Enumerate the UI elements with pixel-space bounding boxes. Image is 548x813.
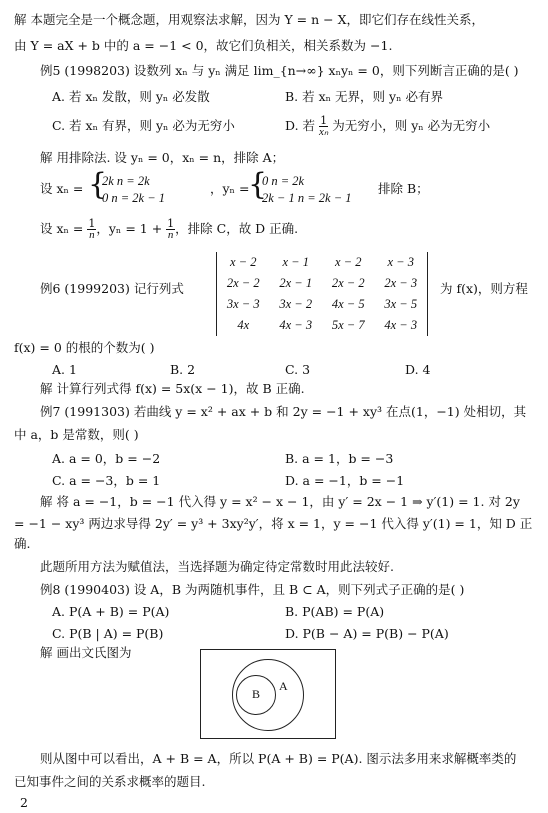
text-line: 为 f(x)，则方程 bbox=[440, 281, 528, 296]
option-b: B. P(AB) = P(A) bbox=[285, 604, 385, 619]
page-number: 2 bbox=[20, 795, 28, 810]
text-line: 此题所用方法为赋值法，当选择题为确定待定常数时用此法较好. bbox=[40, 559, 394, 574]
det-cell: 4x − 3 bbox=[279, 318, 313, 332]
det-cell: 3x − 5 bbox=[384, 297, 418, 311]
text-line: 确. bbox=[14, 536, 31, 551]
option-d: D. P(B − A) = P(B) − P(A) bbox=[285, 626, 449, 641]
set-a-label: A bbox=[279, 679, 288, 693]
text-line: 则从图中可以看出，A + B = A，所以 P(A + B) = P(A). 图示法多用来求解概率类的 bbox=[40, 751, 517, 766]
det-cell: 3x − 3 bbox=[226, 297, 260, 311]
det-cell: 4x − 3 bbox=[384, 318, 418, 332]
text-line: = −1 − xy³ 两边求导得 2y′ = y³ + 3xy²y′，将 x = 1，y = −1 代入得 y′(1) = 1，知 D 正 bbox=[14, 516, 533, 531]
determinant bbox=[216, 252, 428, 336]
case-row: 0 n = 2k − 1 bbox=[102, 191, 166, 205]
det-cell: 2x − 2 bbox=[331, 276, 365, 290]
option-c: C. 若 xₙ 有界，则 yₙ 必为无穷小 bbox=[52, 118, 235, 133]
example-5-heading: 例5 (1998203) 设数列 xₙ 与 yₙ 满足 lim_{n→∞} xₙyₙ = 0，则下列断言正确的是( ) bbox=[40, 63, 519, 78]
solution-line: 解 用排除法. 设 yₙ = 0，xₙ = n，排除 A； bbox=[40, 150, 285, 165]
det-cell: x − 2 bbox=[335, 255, 362, 269]
brace-icon: { bbox=[88, 167, 108, 202]
option-d: D. a = −1，b = −1 bbox=[285, 473, 405, 488]
option-a: A. a = 0，b = −2 bbox=[52, 451, 161, 466]
set-b-label: B bbox=[252, 687, 261, 701]
solution-line: 解 将 a = −1，b = −1 代入得 y = x² − x − 1，由 y′ = 2x − 1 ⇒ y′(1) = 1. 对 2y bbox=[40, 494, 520, 509]
solution-line: 解 计算行列式得 f(x) = 5x(x − 1)，故 B 正确. bbox=[40, 381, 305, 396]
det-cell: x − 2 bbox=[230, 255, 257, 269]
brace-icon: { bbox=[248, 167, 268, 202]
option-a: A. 1 bbox=[52, 362, 77, 377]
case-row: 2k n = 2k bbox=[102, 174, 150, 188]
option-d: D. 4 bbox=[405, 362, 431, 377]
text-line: f(x) = 0 的根的个数为( ) bbox=[14, 340, 155, 355]
option-d: D. 若 $\frac{1}{\text{xₙ}}$ 为无穷小，则 yₙ 必为无穷小 bbox=[285, 114, 491, 138]
solution-line: 解 画出文氏图为 bbox=[40, 645, 132, 660]
text-line: 中 a，b 是常数，则( ) bbox=[14, 427, 139, 442]
det-cell: 2x − 3 bbox=[384, 276, 418, 290]
text-line: 由 Y = aX + b 中的 a = −1 < 0，故它们负相关，相关系数为 −1. bbox=[14, 38, 393, 53]
option-b: B. 2 bbox=[170, 362, 196, 377]
text-line: 设 xₙ = $\frac{1}{n}$ ，yₙ = 1 + $\frac{1}{n}$ ，排除 C，故 D 正确. bbox=[40, 217, 299, 241]
text-line: 解 本题完全是一个概念题，用观察法求解，因为 Y = n − X，即它们存在线性关系， bbox=[14, 12, 484, 27]
case-row: 2k − 1 n = 2k − 1 bbox=[262, 191, 352, 205]
det-cell: 4x − 5 bbox=[331, 297, 365, 311]
example-8-heading: 例8 (1990403) 设 A，B 为两随机事件，且 B ⊂ A，则下列式子正确的是( ) bbox=[40, 582, 465, 597]
option-c: C. 3 bbox=[285, 362, 311, 377]
det-cell: 4x bbox=[237, 318, 250, 332]
example-6-heading: 例6 (1999203) 记行列式 bbox=[40, 281, 184, 296]
det-cell: x − 1 bbox=[282, 255, 309, 269]
option-b: B. a = 1，b = −3 bbox=[285, 451, 394, 466]
option-c: C. P(B | A) = P(B) bbox=[52, 626, 164, 641]
text-line: ，yₙ = bbox=[210, 181, 250, 196]
option-c: C. a = −3，b = 1 bbox=[52, 473, 161, 488]
text-line: 已知事件之间的关系求概率的题目. bbox=[14, 774, 206, 789]
det-cell: 2x − 2 bbox=[226, 276, 260, 290]
option-a: A. 若 xₙ 发散，则 yₙ 必发散 bbox=[52, 89, 210, 104]
text-line: 排除 B； bbox=[378, 181, 429, 196]
det-cell: 3x − 2 bbox=[279, 297, 313, 311]
example-7-heading: 例7 (1991303) 若曲线 y = x² + ax + b 和 2y = −1 + xy³ 在点(1，−1) 处相切，其 bbox=[40, 404, 527, 419]
text-line: 设 xₙ = bbox=[40, 181, 84, 196]
det-cell: 5x − 7 bbox=[331, 318, 365, 332]
case-row: 0 n = 2k bbox=[262, 174, 305, 188]
det-cell: x − 3 bbox=[387, 255, 414, 269]
det-cell: 2x − 1 bbox=[279, 276, 313, 290]
option-b: B. 若 xₙ 无界，则 yₙ 必有界 bbox=[285, 89, 443, 104]
option-a: A. P(A + B) = P(A) bbox=[52, 604, 170, 619]
venn-diagram bbox=[200, 649, 336, 739]
